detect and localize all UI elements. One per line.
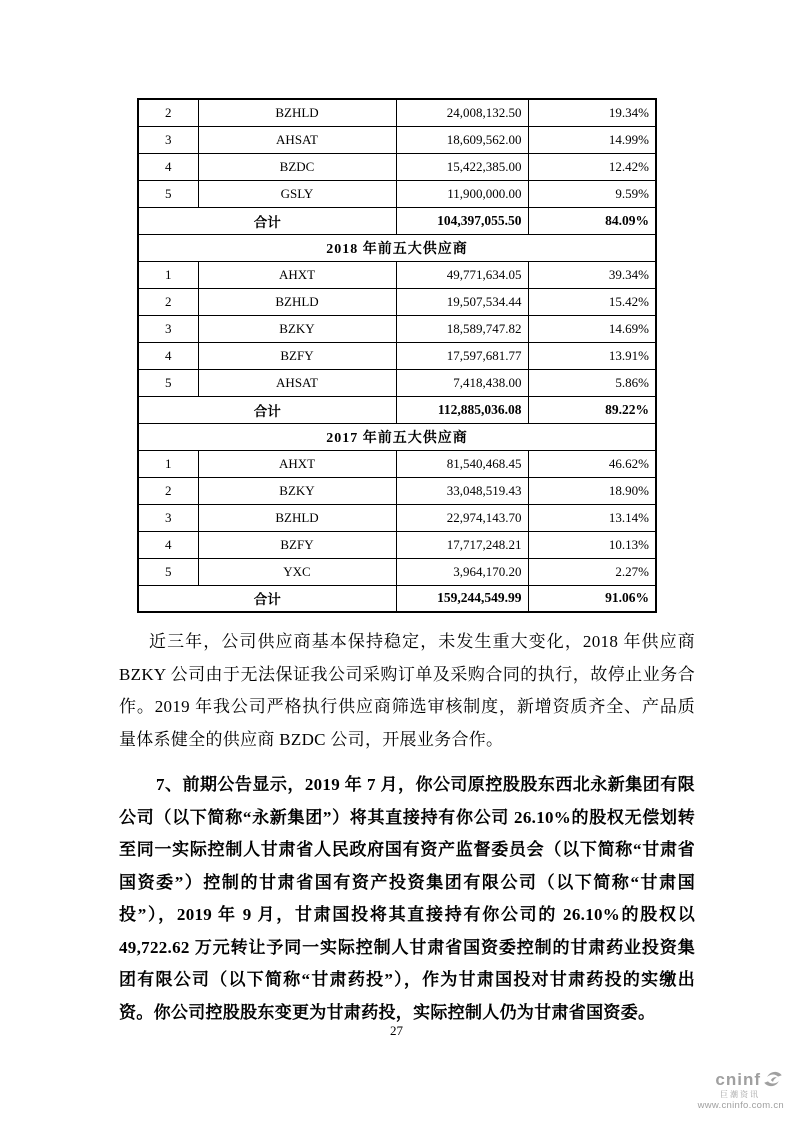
cninfo-logo-url: www.cninfo.com.cn (697, 1100, 784, 1111)
paragraph: 近三年，公司供应商基本保持稳定，未发生重大变化，2018 年供应商 BZKY 公司由于无法保证我公司采购订单及采购合同的执行，故停止业务合作。2019 年我公司严格执行供应商筛选审核制度，新增资质齐全、产品质量体系健全的供应商 BZDC 公司，开展业务合作。 (119, 632, 695, 749)
table-row (138, 261, 656, 288)
table-row (138, 558, 656, 585)
percent-cell: 14.69% (528, 315, 656, 342)
body-text (119, 626, 695, 1029)
section-header-row (138, 423, 656, 450)
table-row (138, 180, 656, 207)
table-row (138, 153, 656, 180)
rank-cell: 4 (138, 342, 198, 369)
total-row (138, 585, 656, 612)
supplier-name-cell: BZFY (198, 342, 396, 369)
percent-cell: 12.42% (528, 153, 656, 180)
table-row (138, 315, 656, 342)
rank-cell: 2 (138, 288, 198, 315)
supplier-name-cell: BZFY (198, 531, 396, 558)
total-row (138, 396, 656, 423)
table-row (138, 369, 656, 396)
total-label-cell: 合计 (138, 207, 396, 234)
rank-cell: 2 (138, 477, 198, 504)
table-row (138, 450, 656, 477)
supplier-name-cell: AHXT (198, 261, 396, 288)
supplier-name-cell: BZHLD (198, 99, 396, 126)
supplier-name-cell: AHSAT (198, 126, 396, 153)
total-percent-cell: 89.22% (528, 396, 656, 423)
supplier-name-cell: GSLY (198, 180, 396, 207)
rank-cell: 5 (138, 180, 198, 207)
percent-cell: 13.14% (528, 504, 656, 531)
percent-cell: 46.62% (528, 450, 656, 477)
rank-cell: 1 (138, 450, 198, 477)
cninfo-swirl-icon (762, 1069, 784, 1089)
table-row (138, 288, 656, 315)
rank-cell: 4 (138, 531, 198, 558)
rank-cell: 4 (138, 153, 198, 180)
amount-cell: 22,974,143.70 (396, 504, 528, 531)
total-amount-cell: 159,244,549.99 (396, 585, 528, 612)
rank-cell: 3 (138, 504, 198, 531)
amount-cell: 19,507,534.44 (396, 288, 528, 315)
supplier-name-cell: AHXT (198, 450, 396, 477)
supplier-name-cell: BZDC (198, 153, 396, 180)
percent-cell: 18.90% (528, 477, 656, 504)
amount-cell: 17,597,681.77 (396, 342, 528, 369)
supplier-table-body (138, 99, 656, 612)
total-amount-cell: 112,885,036.08 (396, 396, 528, 423)
percent-cell: 2.27% (528, 558, 656, 585)
paragraph: 7、前期公告显示，2019 年 7 月，你公司原控股股东西北永新集团有限公司（以下简称“永新集团”）将其直接持有你公司 26.10%的股权无偿划转至同一实际控制人甘肃省人民政府国有资产监督委员会（以下简称“甘肃省国资委”）控制的甘肃省国有资产投资集团有限公司（以下简称“甘肃国投”），2019 年 9 月，甘肃国投将其直接持有你公司的 26.10%的股权以 49,722.62 万元转让予同一实际控制人甘肃省国资委控制的甘肃药业投资集团有限公司（以下简称“甘肃药投”），作为甘肃国投对甘肃药投的实缴出资。你公司控股股东变更为甘肃药投，实际控制人仍为甘肃省国资委。 (119, 775, 695, 1022)
amount-cell: 15,422,385.00 (396, 153, 528, 180)
total-row (138, 207, 656, 234)
cninfo-logo (698, 1069, 784, 1111)
percent-cell: 15.42% (528, 288, 656, 315)
percent-cell: 9.59% (528, 180, 656, 207)
supplier-name-cell: BZHLD (198, 504, 396, 531)
total-percent-cell: 91.06% (528, 585, 656, 612)
total-label-cell: 合计 (138, 585, 396, 612)
supplier-table (137, 98, 657, 613)
percent-cell: 14.99% (528, 126, 656, 153)
table-row (138, 99, 656, 126)
cninfo-logo-text: cninf (715, 1069, 761, 1089)
amount-cell: 33,048,519.43 (396, 477, 528, 504)
amount-cell: 11,900,000.00 (396, 180, 528, 207)
amount-cell: 18,589,747.82 (396, 315, 528, 342)
rank-cell: 3 (138, 315, 198, 342)
total-amount-cell: 104,397,055.50 (396, 207, 528, 234)
percent-cell: 19.34% (528, 99, 656, 126)
table-row (138, 531, 656, 558)
page-number: 27 (390, 1023, 403, 1038)
supplier-name-cell: AHSAT (198, 369, 396, 396)
rank-cell: 3 (138, 126, 198, 153)
rank-cell: 1 (138, 261, 198, 288)
amount-cell: 49,771,634.05 (396, 261, 528, 288)
amount-cell: 81,540,468.45 (396, 450, 528, 477)
table-row (138, 126, 656, 153)
amount-cell: 7,418,438.00 (396, 369, 528, 396)
cninfo-logo-row (698, 1069, 784, 1089)
percent-cell: 13.91% (528, 342, 656, 369)
supplier-name-cell: BZHLD (198, 288, 396, 315)
table-row (138, 504, 656, 531)
amount-cell: 3,964,170.20 (396, 558, 528, 585)
supplier-name-cell: BZKY (198, 315, 396, 342)
rank-cell: 5 (138, 558, 198, 585)
table-row (138, 477, 656, 504)
amount-cell: 17,717,248.21 (396, 531, 528, 558)
amount-cell: 18,609,562.00 (396, 126, 528, 153)
supplier-name-cell: YXC (198, 558, 396, 585)
section-title: 2018 年前五大供应商 (138, 234, 656, 261)
rank-cell: 2 (138, 99, 198, 126)
percent-cell: 10.13% (528, 531, 656, 558)
total-percent-cell: 84.09% (528, 207, 656, 234)
percent-cell: 39.34% (528, 261, 656, 288)
total-label-cell: 合计 (138, 396, 396, 423)
supplier-name-cell: BZKY (198, 477, 396, 504)
table-row (138, 342, 656, 369)
cninfo-logo-subtitle: 巨潮资讯 (720, 1090, 760, 1099)
section-header-row (138, 234, 656, 261)
amount-cell: 24,008,132.50 (396, 99, 528, 126)
rank-cell: 5 (138, 369, 198, 396)
section-title: 2017 年前五大供应商 (138, 423, 656, 450)
percent-cell: 5.86% (528, 369, 656, 396)
